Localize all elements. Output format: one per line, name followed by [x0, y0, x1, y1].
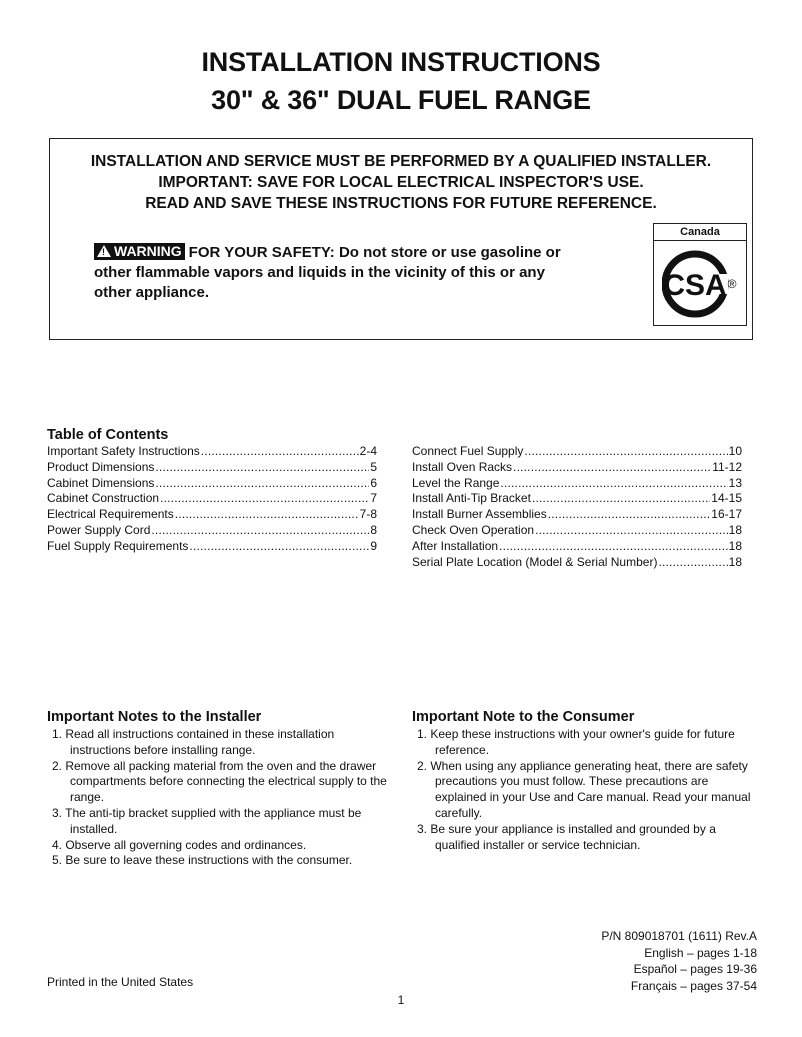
language-english-pages: English – pages 1-18 — [644, 945, 757, 960]
csa-country-label: Canada — [654, 224, 746, 241]
toc-entry-page: 16-17 — [711, 507, 742, 522]
list-item: 3. The anti-tip bracket supplied with the appliance must be installed. — [52, 805, 362, 836]
toc-entry-page: 14-15 — [711, 491, 742, 506]
consumer-notes-heading: Important Note to the Consumer — [412, 709, 635, 725]
toc-entry[interactable] — [47, 444, 377, 460]
part-number-block — [457, 928, 757, 994]
language-francais-pages: Français – pages 37-54 — [630, 978, 757, 993]
toc-heading: Table of Contents — [47, 427, 169, 443]
installer-notes-list — [47, 727, 387, 869]
toc-entry[interactable] — [47, 476, 377, 492]
list-item: 2. Remove all packing material from the oven and the drawer compartments before connecting the electrical supply to the range. — [52, 758, 387, 805]
toc-entry[interactable] — [47, 507, 377, 523]
notice-line-inspector: IMPORTANT: SAVE FOR LOCAL ELECTRICAL INSPECTOR'S USE. — [158, 174, 644, 191]
consumer-notes-list — [412, 727, 757, 853]
toc-entry[interactable] — [412, 523, 742, 539]
toc-entry-label: Install Anti-Tip Bracket — [412, 491, 531, 506]
toc-entry-page: 2-4 — [359, 444, 377, 458]
toc-right-column — [412, 444, 742, 570]
toc-entry[interactable] — [47, 523, 377, 539]
toc-entry-page: 13 — [728, 475, 742, 490]
warning-line3: other appliance. — [94, 284, 210, 301]
toc-entry-label: Serial Plate Location (Model & Serial Number) — [412, 554, 658, 569]
notice-line-save-instructions: READ AND SAVE THESE INSTRUCTIONS FOR FUTURE REFERENCE. — [145, 195, 657, 212]
installer-notes-heading: Important Notes to the Installer — [47, 709, 262, 725]
toc-entry-label: Fuel Supply Requirements — [47, 538, 189, 553]
warning-badge-label: WARNING — [114, 243, 182, 259]
toc-entry-page: 10 — [728, 444, 742, 458]
toc-entry-page: 18 — [728, 538, 742, 553]
toc-entry-label: Cabinet Construction — [47, 491, 160, 506]
toc-entry-page: 18 — [728, 522, 742, 537]
toc-entry-page: 7-8 — [359, 507, 377, 522]
language-espanol-pages: Español – pages 19-36 — [633, 962, 757, 976]
document-title-line1: INSTALLATION INSTRUCTIONS — [201, 47, 601, 77]
list-item: 1. Keep these instructions with your owner's guide for future reference. — [417, 727, 735, 757]
toc-entry-page: 9 — [370, 538, 377, 553]
warning-badge — [94, 243, 185, 260]
part-number: P/N 809018701 (1611) Rev.A — [601, 929, 757, 943]
printed-in-statement: Printed in the United States — [47, 975, 194, 989]
notice-line-qualified-installer: INSTALLATION AND SERVICE MUST BE PERFORMED BY A QUALIFIED INSTALLER. — [90, 153, 712, 170]
toc-entry-label: Power Supply Cord — [47, 522, 151, 537]
list-item: 1. Read all instructions contained in these installation instructions before installing range. — [52, 727, 335, 757]
toc-entry-page: 5 — [370, 459, 377, 474]
toc-entry[interactable] — [412, 507, 742, 523]
list-item: 3. Be sure your appliance is installed and grounded by a qualified installer or service technician. — [417, 821, 716, 852]
toc-entry-label: Connect Fuel Supply — [412, 444, 524, 458]
toc-entry-label: Level the Range — [412, 475, 500, 490]
toc-entry-page: 7 — [370, 491, 377, 506]
warning-line2: other flammable vapors and liquids in the vicinity of this or any — [94, 264, 545, 281]
toc-entry-page: 11-12 — [712, 459, 742, 474]
toc-entry[interactable] — [412, 555, 742, 571]
toc-entry-label: Check Oven Operation — [412, 522, 535, 537]
toc-entry-label: After Installation — [412, 538, 499, 553]
toc-entry[interactable] — [412, 539, 742, 555]
toc-entry-label: Install Oven Racks — [412, 459, 513, 474]
toc-entry-label: Product Dimensions — [47, 459, 155, 474]
toc-entry[interactable] — [412, 460, 742, 476]
toc-entry[interactable] — [412, 476, 742, 492]
document-title-line2: 30" & 36" DUAL FUEL RANGE — [211, 85, 591, 115]
toc-left-column — [47, 444, 377, 555]
list-item: 5. Be sure to leave these instructions with the consumer. — [52, 853, 353, 868]
toc-entry-label: Electrical Requirements — [47, 507, 174, 522]
warning-statement — [94, 243, 654, 303]
csa-registered-mark: ® — [727, 277, 737, 291]
toc-entry[interactable] — [412, 491, 742, 507]
toc-entry[interactable] — [47, 491, 377, 507]
csa-logo-text: CSA — [663, 269, 727, 302]
csa-certification-mark — [653, 223, 747, 326]
safety-notice-box — [49, 138, 753, 340]
toc-entry[interactable] — [412, 444, 742, 460]
csa-logo-icon — [662, 246, 740, 322]
toc-entry[interactable] — [47, 539, 377, 555]
page-number: 1 — [397, 993, 405, 1007]
toc-entry-page: 18 — [728, 554, 742, 569]
toc-entry-label: Install Burner Assemblies — [412, 507, 547, 522]
toc-entry-page: 8 — [370, 522, 377, 537]
toc-entry-label: Important Safety Instructions — [47, 444, 200, 458]
list-item: 2. When using any appliance generating heat, there are safety precautions you must follow. These precautions are explained in your Use and Care manual. Read your manual carefully. — [417, 758, 751, 820]
toc-entry-page: 6 — [370, 475, 377, 490]
warning-triangle-icon: ! — [97, 245, 111, 257]
toc-entry-label: Cabinet Dimensions — [47, 475, 155, 490]
list-item: 4. Observe all governing codes and ordinances. — [52, 837, 307, 852]
toc-entry[interactable] — [47, 460, 377, 476]
warning-line1: FOR YOUR SAFETY: Do not store or use gasoline or — [188, 244, 561, 261]
